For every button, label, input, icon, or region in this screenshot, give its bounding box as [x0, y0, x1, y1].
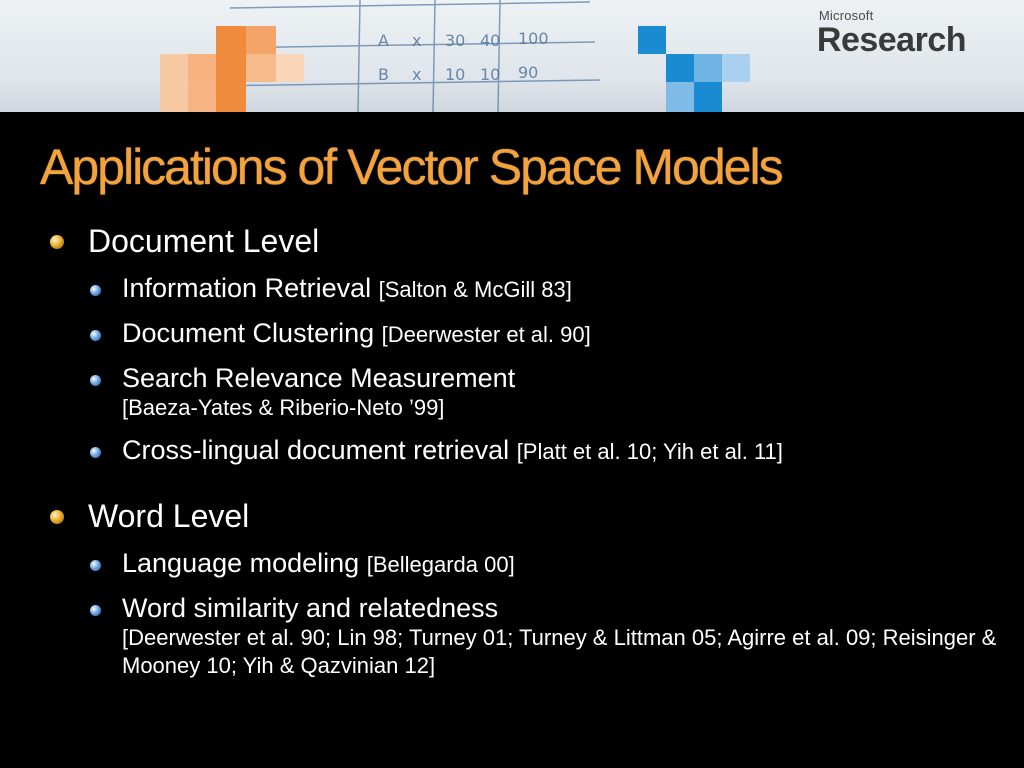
list-item: [48, 593, 1008, 680]
decor-square: [246, 54, 276, 82]
svg-text:100: 100: [518, 29, 549, 48]
section-heading: [48, 222, 1008, 260]
decor-square: [666, 82, 694, 112]
bullet-icon: [90, 560, 101, 571]
item-text: Cross-lingual document retrieval: [122, 435, 510, 465]
decor-square: [188, 54, 216, 82]
svg-text:30: 30: [445, 31, 466, 50]
decor-square: [694, 54, 722, 82]
section-heading-text: Word Level: [88, 498, 250, 534]
slide-title: Applications of Vector Space Models: [40, 139, 782, 195]
section-heading-text: Document Level: [88, 223, 320, 259]
decor-square: [694, 82, 722, 112]
bullet-icon: [90, 605, 101, 616]
svg-text:10: 10: [445, 65, 466, 84]
bullet-icon: [90, 285, 101, 296]
item-citation: [Baeza-Yates & Riberio-Neto ’99]: [122, 395, 445, 420]
decor-square: [276, 54, 304, 82]
svg-text:x: x: [412, 31, 422, 50]
bullet-icon: [50, 510, 64, 524]
svg-text:10: 10: [480, 65, 501, 84]
svg-text:A: A: [378, 31, 389, 50]
list-item: [48, 435, 1008, 467]
item-citation: [Salton & McGill 83]: [378, 277, 572, 302]
svg-text:x: x: [412, 65, 422, 84]
item-text: Word similarity and relatedness: [122, 593, 499, 623]
list-item: [48, 273, 1008, 305]
decor-square: [216, 26, 246, 54]
decor-square: [188, 82, 216, 112]
decor-square: [216, 82, 246, 112]
header-banner: [0, 0, 1024, 112]
decor-square: [216, 54, 246, 82]
bullet-icon: [90, 375, 101, 386]
item-citation: [Deerwester et al. 90]: [381, 322, 591, 347]
list-item: [48, 363, 1008, 422]
list-item: [48, 318, 1008, 350]
svg-text:B: B: [378, 65, 389, 84]
decor-square: [160, 54, 188, 82]
list-item: [48, 548, 1008, 580]
microsoft-research-logo: [817, 8, 966, 57]
decor-square: [722, 54, 750, 82]
item-text: Search Relevance Measurement: [122, 363, 516, 393]
svg-text:90: 90: [518, 63, 539, 82]
logo-microsoft: Microsoft: [818, 8, 874, 23]
decor-square: [246, 26, 276, 54]
item-citation: [Deerwester et al. 90; Lin 98; Turney 01; Turney & Littman 05; Agirre et al. 09; Reisinger & Mooney 10; Yih & Qazvinian 12]: [122, 625, 997, 678]
item-text: Information Retrieval: [122, 273, 372, 303]
logo-research: Research: [816, 21, 966, 59]
decor-square: [666, 54, 694, 82]
svg-text:40: 40: [480, 31, 501, 50]
bullet-icon: [90, 330, 101, 341]
slide-content: [48, 222, 1008, 680]
decor-square: [638, 26, 666, 54]
bullet-icon: [50, 235, 64, 249]
item-citation: [Platt et al. 10; Yih et al. 11]: [516, 439, 783, 464]
bullet-icon: [90, 447, 101, 458]
item-text: Language modeling: [122, 548, 360, 578]
item-text: Document Clustering: [122, 318, 375, 348]
decor-square: [160, 82, 188, 112]
section-heading: [48, 497, 1008, 535]
item-citation: [Bellegarda 00]: [366, 552, 515, 577]
